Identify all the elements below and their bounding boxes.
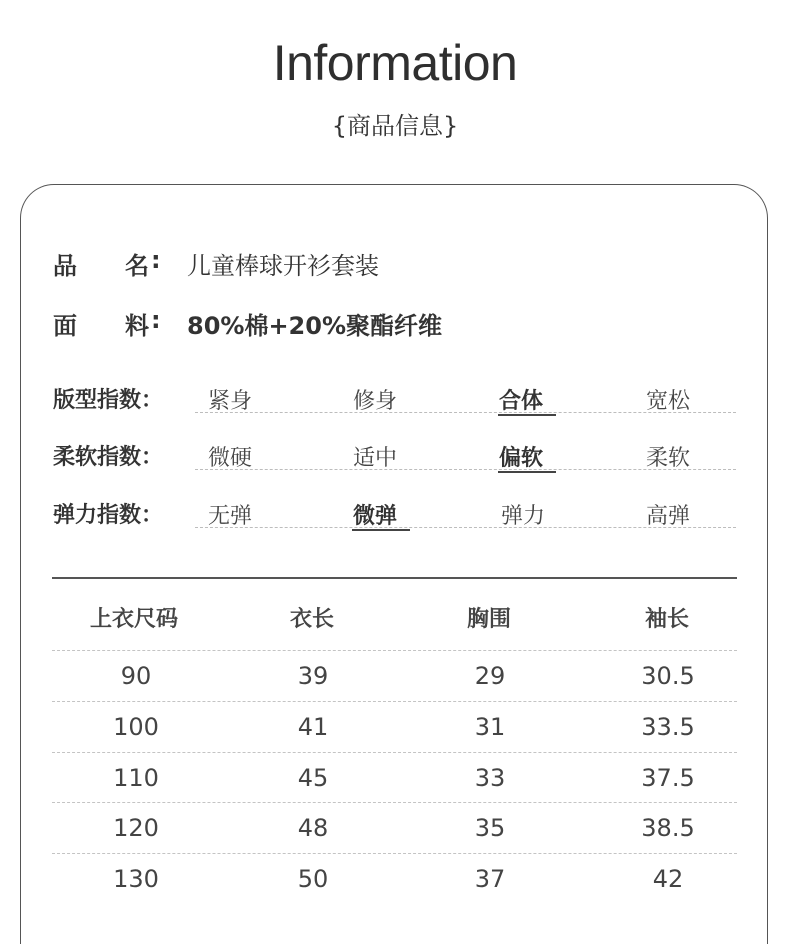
fit-selected-underline <box>498 414 556 416</box>
product-name-key: 品 <box>53 252 77 280</box>
fit-option-3-selected: 合体 <box>499 384 579 415</box>
elasticity-option-2-selected: 微弹 <box>353 499 433 530</box>
row-separator <box>52 802 737 803</box>
softness-selected-underline <box>498 471 556 473</box>
row-separator <box>52 853 737 854</box>
fit-option-1: 紧身 <box>208 389 253 414</box>
chest-cell: 31 <box>474 713 506 741</box>
size-header-size: 上衣尺码 <box>90 607 179 632</box>
chest-cell: 29 <box>474 662 506 690</box>
table-row <box>52 853 737 903</box>
sleeve-cell: 38.5 <box>641 814 695 842</box>
fit-option-4: 宽松 <box>646 389 691 414</box>
sleeve-cell: 37.5 <box>641 764 695 792</box>
elasticity-selected-underline <box>352 529 410 531</box>
page-subtitle: {商品信息} <box>331 112 459 140</box>
sleeve-cell: 30.5 <box>641 662 695 690</box>
length-cell: 45 <box>297 764 329 792</box>
softness-option-3-selected: 偏软 <box>499 441 579 472</box>
size-cell: 90 <box>120 662 152 690</box>
size-cell: 120 <box>113 814 159 842</box>
fabric-key: 面 <box>53 312 77 340</box>
fabric-colon: : <box>151 306 161 334</box>
chest-cell: 35 <box>474 814 506 842</box>
elasticity-option-3: 弹力 <box>501 504 546 529</box>
sleeve-cell: 33.5 <box>641 713 695 741</box>
softness-index-label: 柔软指数： <box>53 445 164 470</box>
table-row <box>52 802 737 852</box>
elasticity-index-label: 弹力指数： <box>53 503 164 528</box>
softness-option-1: 微硬 <box>208 446 253 471</box>
size-table-top-rule <box>52 577 737 579</box>
size-cell: 100 <box>113 713 159 741</box>
chest-cell: 37 <box>474 865 506 893</box>
elasticity-index-row <box>53 494 736 534</box>
row-separator <box>52 752 737 753</box>
softness-index-row <box>53 436 736 476</box>
product-name-colon: : <box>151 246 161 274</box>
table-row <box>52 752 737 802</box>
size-header-length: 衣长 <box>290 607 335 632</box>
fabric-value: 80%棉+20%聚酯纤维 <box>187 312 442 340</box>
fabric-key-2: 料 <box>125 312 149 340</box>
length-cell: 48 <box>297 814 329 842</box>
sleeve-cell: 42 <box>652 865 684 893</box>
table-row <box>52 650 737 700</box>
length-cell: 50 <box>297 865 329 893</box>
fit-option-2: 修身 <box>353 389 398 414</box>
product-name-value: 儿童棒球开衫套装 <box>187 252 379 280</box>
fit-index-row <box>53 379 736 419</box>
elasticity-option-4: 高弹 <box>646 504 691 529</box>
length-cell: 39 <box>297 662 329 690</box>
size-cell: 110 <box>113 764 159 792</box>
table-row <box>52 701 737 751</box>
softness-option-4: 柔软 <box>646 446 691 471</box>
product-name-key-2: 名 <box>125 252 149 280</box>
elasticity-option-1: 无弹 <box>208 504 253 529</box>
size-header-chest: 胸围 <box>467 607 512 632</box>
softness-option-2: 适中 <box>353 446 398 471</box>
length-cell: 41 <box>297 713 329 741</box>
page-title: Information <box>272 35 518 91</box>
fit-index-label: 版型指数： <box>53 388 164 413</box>
size-header-sleeve: 袖长 <box>645 607 690 632</box>
chest-cell: 33 <box>474 764 506 792</box>
row-separator <box>52 701 737 702</box>
row-separator <box>52 650 737 651</box>
size-cell: 130 <box>113 865 159 893</box>
